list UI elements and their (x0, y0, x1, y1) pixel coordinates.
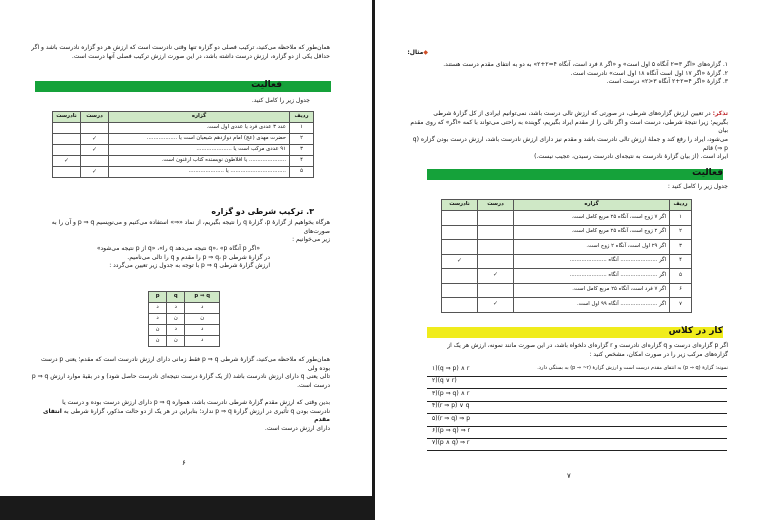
list-item: ۳)(p ⇒ q) ∧ r (432, 389, 470, 397)
row-true-check[interactable] (478, 254, 514, 269)
row-true-check[interactable] (81, 123, 109, 134)
table-instruction: جدول زیر را کامل کنید. (251, 97, 310, 104)
activity-title: فعالیت (692, 168, 723, 178)
table-row (442, 254, 692, 269)
row-false-check[interactable] (442, 211, 478, 226)
row-true-check[interactable] (81, 156, 109, 167)
list-item: ۱)(q ⇒ p) ∧ r (432, 365, 470, 372)
answer-line (427, 388, 727, 389)
truth-header-p-implies-q: p ⇒ q (185, 292, 220, 303)
truth-cell: ن (167, 314, 185, 325)
activity-table (441, 199, 692, 313)
row-statement: اگر ...................... آنگاه ...................... (514, 269, 670, 284)
header-true: درست (81, 112, 109, 123)
row-number: ۷ (670, 298, 692, 313)
row-number: ۲ (670, 225, 692, 240)
note-label: تذکر: (712, 110, 728, 117)
header-row-number: ردیف (290, 112, 314, 123)
left-page (0, 0, 372, 496)
class-work-title: کار در کلاس (668, 326, 723, 336)
answer-line (427, 376, 727, 377)
header-true: درست (478, 200, 514, 211)
class-work-intro: اگر p گزاره‌ای درست و q گزاره‌ای نادرست و r گزاره‌ای دلخواه باشد، در این صورت مانند نمونه، ارزش هر یک از گزاره‌های مرکب زیر را در صورت امکان، مشخص کنید : (447, 342, 728, 358)
header-statement: گزاره (514, 200, 670, 211)
row-statement: حضرت مهدی (عج) امام دوازدهم شیعیان است یا .................. (109, 134, 290, 145)
activity-bar (35, 81, 331, 92)
section-title: ۳. ترکیب شرطی دو گزاره (211, 207, 314, 216)
row-false-check[interactable]: ✓ (442, 254, 478, 269)
truth-cell: د (185, 303, 220, 314)
row-false-check[interactable] (53, 167, 81, 178)
row-false-check[interactable] (442, 225, 478, 240)
row-statement: اگر ۷ فرد است، آنگاه ۲۵ مربع کامل است. (514, 283, 670, 298)
header-statement: گزاره (109, 112, 290, 123)
table-row (53, 167, 314, 178)
table-row (442, 240, 692, 255)
row-true-check[interactable] (478, 225, 514, 240)
truth-cell: د (185, 336, 220, 347)
answer-line (427, 401, 727, 402)
list-item: ۴)(r ⇒ p) ∨ q (432, 402, 470, 410)
truth-row (149, 314, 220, 325)
row-number: ۳ (290, 145, 314, 156)
example-heading: ◆مثال: (407, 49, 428, 56)
row-statement: ...................... یا افلاطون نویسنده کتاب ارغنون است. (109, 156, 290, 167)
list-item: ۷)(p ∧ q) ⇒ r (432, 439, 470, 447)
section-body: هرگاه بخواهیم از گزارهٔ p، گزارهٔ q را نتیجه بگیریم، از نماد «⇒» استفاده می‌کنیم و می‌نویسیم p ⇒ q و آن را به صورت‌های زیر می‌خوانیم : «اگر p آنگاه q»، «p نتیجه می‌دهد q را»، «q از p نتیجه می‌شود» در گزارهٔ شرطی p ⇒ q، p را مقدم و q را تالی می‌نامیم. ارزش گزارهٔ شرطی p ⇒ q با توجه به جدول زیر تعیین می‌گردد : (51, 219, 330, 270)
list-item: ۲)(q ∨ r) (432, 377, 457, 385)
row-statement: ................................. یا ..................... (109, 167, 290, 178)
page-number: ۷ (567, 472, 571, 480)
list-item: ۵)(r ⇒ q) ⇒ p (432, 414, 471, 422)
answer-line (427, 426, 727, 427)
truth-row (149, 336, 220, 347)
header-row-number: ردیف (670, 200, 692, 211)
answer-line (427, 438, 727, 439)
row-statement: اگر ۷ زوج است، آنگاه ۲۵ مربع کامل است. (514, 211, 670, 226)
row-false-check[interactable] (442, 269, 478, 284)
row-statement: عدد ۳ عددی فرد یا عددی اول است. (109, 123, 290, 134)
table-instruction: جدول زیر را کامل کنید : (667, 183, 728, 190)
truth-header-p: p (149, 292, 167, 303)
right-page (375, 0, 768, 520)
closing-paragraph-1: همان‌طور که ملاحظه می‌کنید، گزارهٔ شرطی p ⇒ q فقط زمانی دارای ارزش نادرست است که مقدم؛ یعنی p درست بوده ولی تالی یعنی q دارای ارزش نادرست باشد (از یک گزارهٔ درست نتیجه‌ای نادرست حاصل شود) و در بقیهٔ موارد ارزش p ⇒ q درست است. (31, 356, 330, 390)
truth-cell: د (167, 325, 185, 336)
row-number: ۵ (290, 167, 314, 178)
truth-cell: ن (149, 336, 167, 347)
truth-cell: ن (149, 325, 167, 336)
examples-list: ۱. گزاره‌های «اگر ۳=۲ آنگاه ۵ اول است» و «اگر ۸ فرد است، آنگاه ۴=۲+۲» به دو به انتفای مقدم درست هستند. ۲. گزارهٔ «اگر ۱۷ اول است آنگاه ۱۸ اول است» نادرست است. ۳. گزارهٔ «اگر ۴=۲+۲ آنگاه ۳<۲» درست است. (443, 61, 728, 86)
activity-title: فعالیت (251, 80, 282, 90)
row-number: ۱ (290, 123, 314, 134)
answer-line (427, 413, 727, 414)
row-number: ۴ (290, 156, 314, 167)
closing-paragraph-2: بدین وقتی که ارزش مقدم گزارهٔ شرطی نادرست باشد، همواره p ⇒ q دارای ارزش درست بوده و درست یا نادرست بودن q تأثیری در ارزش گزارهٔ p ⇒ q ندارد؛ بنابراین در هر یک از دو حالت مذکور، گزارهٔ شرطی به انتفای مقدم دارای ارزش درست است. (42, 399, 330, 433)
row-statement: اگر ۲ زوج است، آنگاه ۲۵ مربع کامل است. (514, 225, 670, 240)
row-false-check[interactable] (442, 240, 478, 255)
truth-row (149, 325, 220, 336)
row-true-check[interactable]: ✓ (478, 269, 514, 284)
truth-cell: د (149, 314, 167, 325)
row-true-check[interactable]: ✓ (478, 298, 514, 313)
truth-row (149, 303, 220, 314)
list-item: ۶)(p ⇒ q) ⇒ r (432, 427, 471, 435)
truth-table (148, 291, 220, 347)
table-row (53, 145, 314, 156)
table-row (442, 211, 692, 226)
row-true-check[interactable]: ✓ (81, 145, 109, 156)
row-false-check[interactable] (53, 123, 81, 134)
row-number: ۳ (670, 240, 692, 255)
row-statement: ۹۱ عددی مرکب است یا ..................... (109, 145, 290, 156)
sample-statement: نمونه: گزارهٔ (p ⇒ q) به انتفای مقدم درست است و ارزش گزارهٔ (p ⇒ ~r) به بستگی دارد. (537, 365, 728, 371)
row-true-check[interactable] (478, 283, 514, 298)
diamond-bullet-icon: ◆ (423, 49, 428, 56)
row-false-check[interactable]: ✓ (53, 156, 81, 167)
row-false-check[interactable] (53, 145, 81, 156)
row-statement: اگر ...................... آنگاه ۹۹ اول است. (514, 298, 670, 313)
row-statement: اگر ...................... آنگاه ...................... (514, 254, 670, 269)
truth-header-q: q (167, 292, 185, 303)
table-row (53, 134, 314, 145)
table-row (442, 269, 692, 284)
activity-table (52, 111, 314, 178)
answer-line (427, 450, 727, 451)
truth-cell: د (185, 325, 220, 336)
truth-cell: ن (185, 314, 220, 325)
row-number: ۶ (670, 283, 692, 298)
row-number: ۱ (670, 211, 692, 226)
row-false-check[interactable] (53, 134, 81, 145)
row-false-check[interactable] (442, 298, 478, 313)
table-row (442, 298, 692, 313)
row-true-check[interactable]: ✓ (81, 167, 109, 178)
row-true-check[interactable] (478, 211, 514, 226)
row-statement: اگر ۲۹ اول است، آنگاه ۲ زوج است. (514, 240, 670, 255)
row-number: ۴ (670, 254, 692, 269)
note-paragraph: تذکر: در تعیین ارزش گزاره‌های شرطی، در صورتی که ارزش تالی درست باشد، نمی‌توانیم ایرادی از کل گزارهٔ شرطی بگیریم؛ زیرا نتیجهٔ شرطی، درست است و اگر تالی را از مقدم ایراد بگیریم، گوینده به راحتی می‌تواند با کمه «اگر» که روی مقدم بیان می‌شود، ایراد را رفع کند و جملهٔ ارزش تالی نادرست باشد و مقدم نیز دارای ارزش نادرست باشد، ارزش درست بودن گزاره (q ⇒ p) قائم ایراد است. (از بیان گزارهٔ نادرست به نتیجه‌ای نادرست رسیدن، عجیب نیست.) (410, 110, 728, 161)
truth-cell: ن (167, 336, 185, 347)
table-row (53, 156, 314, 167)
row-true-check[interactable] (478, 240, 514, 255)
row-false-check[interactable] (442, 283, 478, 298)
truth-cell: د (149, 303, 167, 314)
activity-bar (427, 169, 723, 180)
table-row (53, 123, 314, 134)
table-row (442, 225, 692, 240)
row-number: ۲ (290, 134, 314, 145)
highlighted-term: انتفای مقدم (42, 407, 330, 424)
table-row (442, 283, 692, 298)
truth-cell: د (167, 303, 185, 314)
row-number: ۵ (670, 269, 692, 284)
row-true-check[interactable]: ✓ (81, 134, 109, 145)
page-number: ۶ (182, 459, 186, 467)
intro-paragraph: همان‌طور که ملاحظه می‌کنید، ترکیب فصلی دو گزاره تنها وقتی نادرست است که ارزش هر دو گزاره نادرست باشد و اگر حداقل یکی از دو گزاره، ارزش درست داشته باشد، در این صورت ارزش ترکیب فصلی آنها درست است. (31, 44, 330, 60)
header-false: نادرست (442, 200, 478, 211)
header-false: نادرست (53, 112, 81, 123)
